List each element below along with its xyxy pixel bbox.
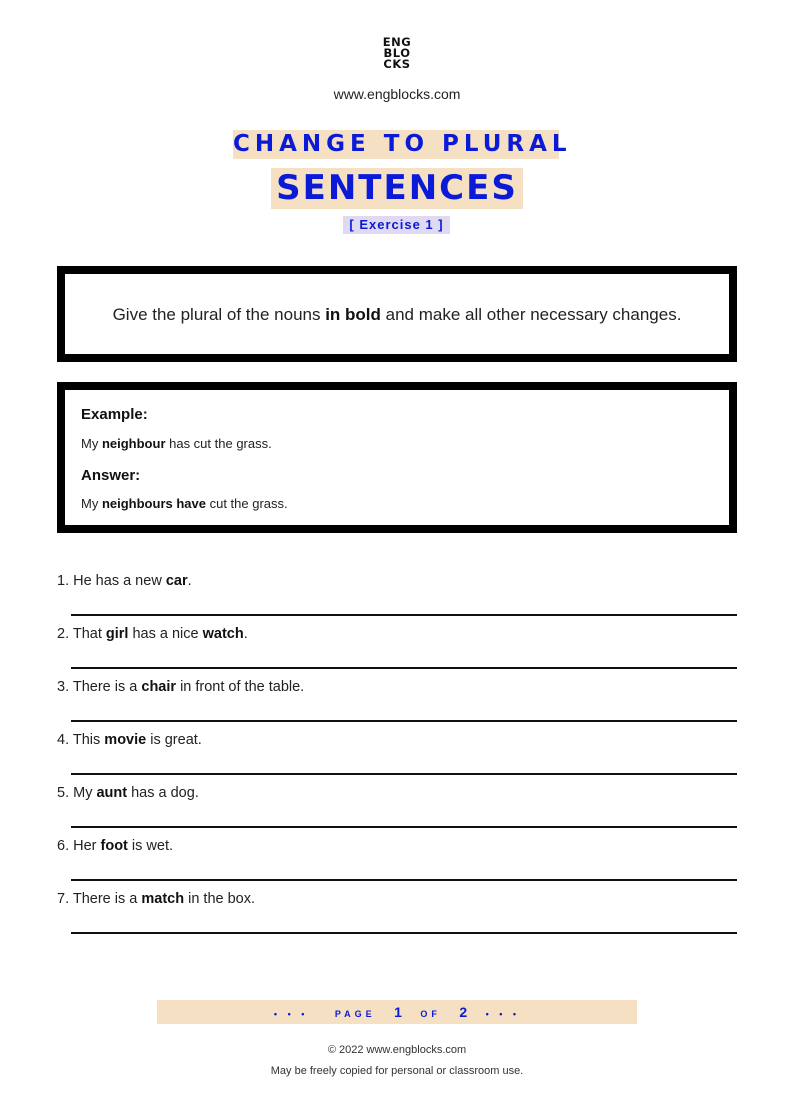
answer-line-5[interactable] bbox=[71, 826, 737, 828]
answer-line-1[interactable] bbox=[71, 614, 737, 616]
question-6: 6. Her foot is wet. bbox=[57, 838, 174, 854]
copyright-text: © 2022 www.engblocks.com bbox=[327, 1044, 467, 1056]
answer-heading: Answer: bbox=[81, 467, 141, 484]
example-sentence: My neighbour has cut the grass. bbox=[81, 436, 272, 451]
question-2: 2. That girl has a nice watch. bbox=[57, 626, 248, 642]
question-3: 3. There is a chair in front of the table. bbox=[57, 679, 305, 695]
example-heading: Example: bbox=[81, 406, 148, 423]
answer-line-3[interactable] bbox=[71, 720, 737, 722]
question-4: 4. This movie is great. bbox=[57, 732, 202, 748]
instruction-text: Give the plural of the nouns in bold and make all other necessary changes. bbox=[112, 304, 682, 324]
exercise-label: [ Exercise 1 ] bbox=[343, 216, 450, 234]
answer-line-4[interactable] bbox=[71, 773, 737, 775]
instruction-box bbox=[57, 266, 737, 362]
example-box bbox=[57, 382, 737, 533]
question-5: 5. My aunt has a dog. bbox=[57, 785, 199, 801]
answer-line-6[interactable] bbox=[71, 879, 737, 881]
question-7: 7. There is a match in the box. bbox=[57, 891, 256, 907]
answer-sentence: My neighbours have cut the grass. bbox=[81, 496, 288, 511]
page-indicator: • • • PAGE 1 OF 2 • • • bbox=[157, 1000, 637, 1024]
answer-line-2[interactable] bbox=[71, 667, 737, 669]
title-line-1: CHANGE TO PLURAL bbox=[233, 131, 572, 157]
title-line-2: SENTENCES bbox=[271, 168, 523, 209]
license-text: May be freely copied for personal or classroom use. bbox=[270, 1065, 524, 1077]
question-1: 1. He has a new car. bbox=[57, 573, 192, 589]
answer-line-7[interactable] bbox=[71, 932, 737, 934]
engblocks-logo: ENG BLO CKS bbox=[382, 35, 412, 71]
site-url: www.engblocks.com bbox=[333, 86, 461, 102]
